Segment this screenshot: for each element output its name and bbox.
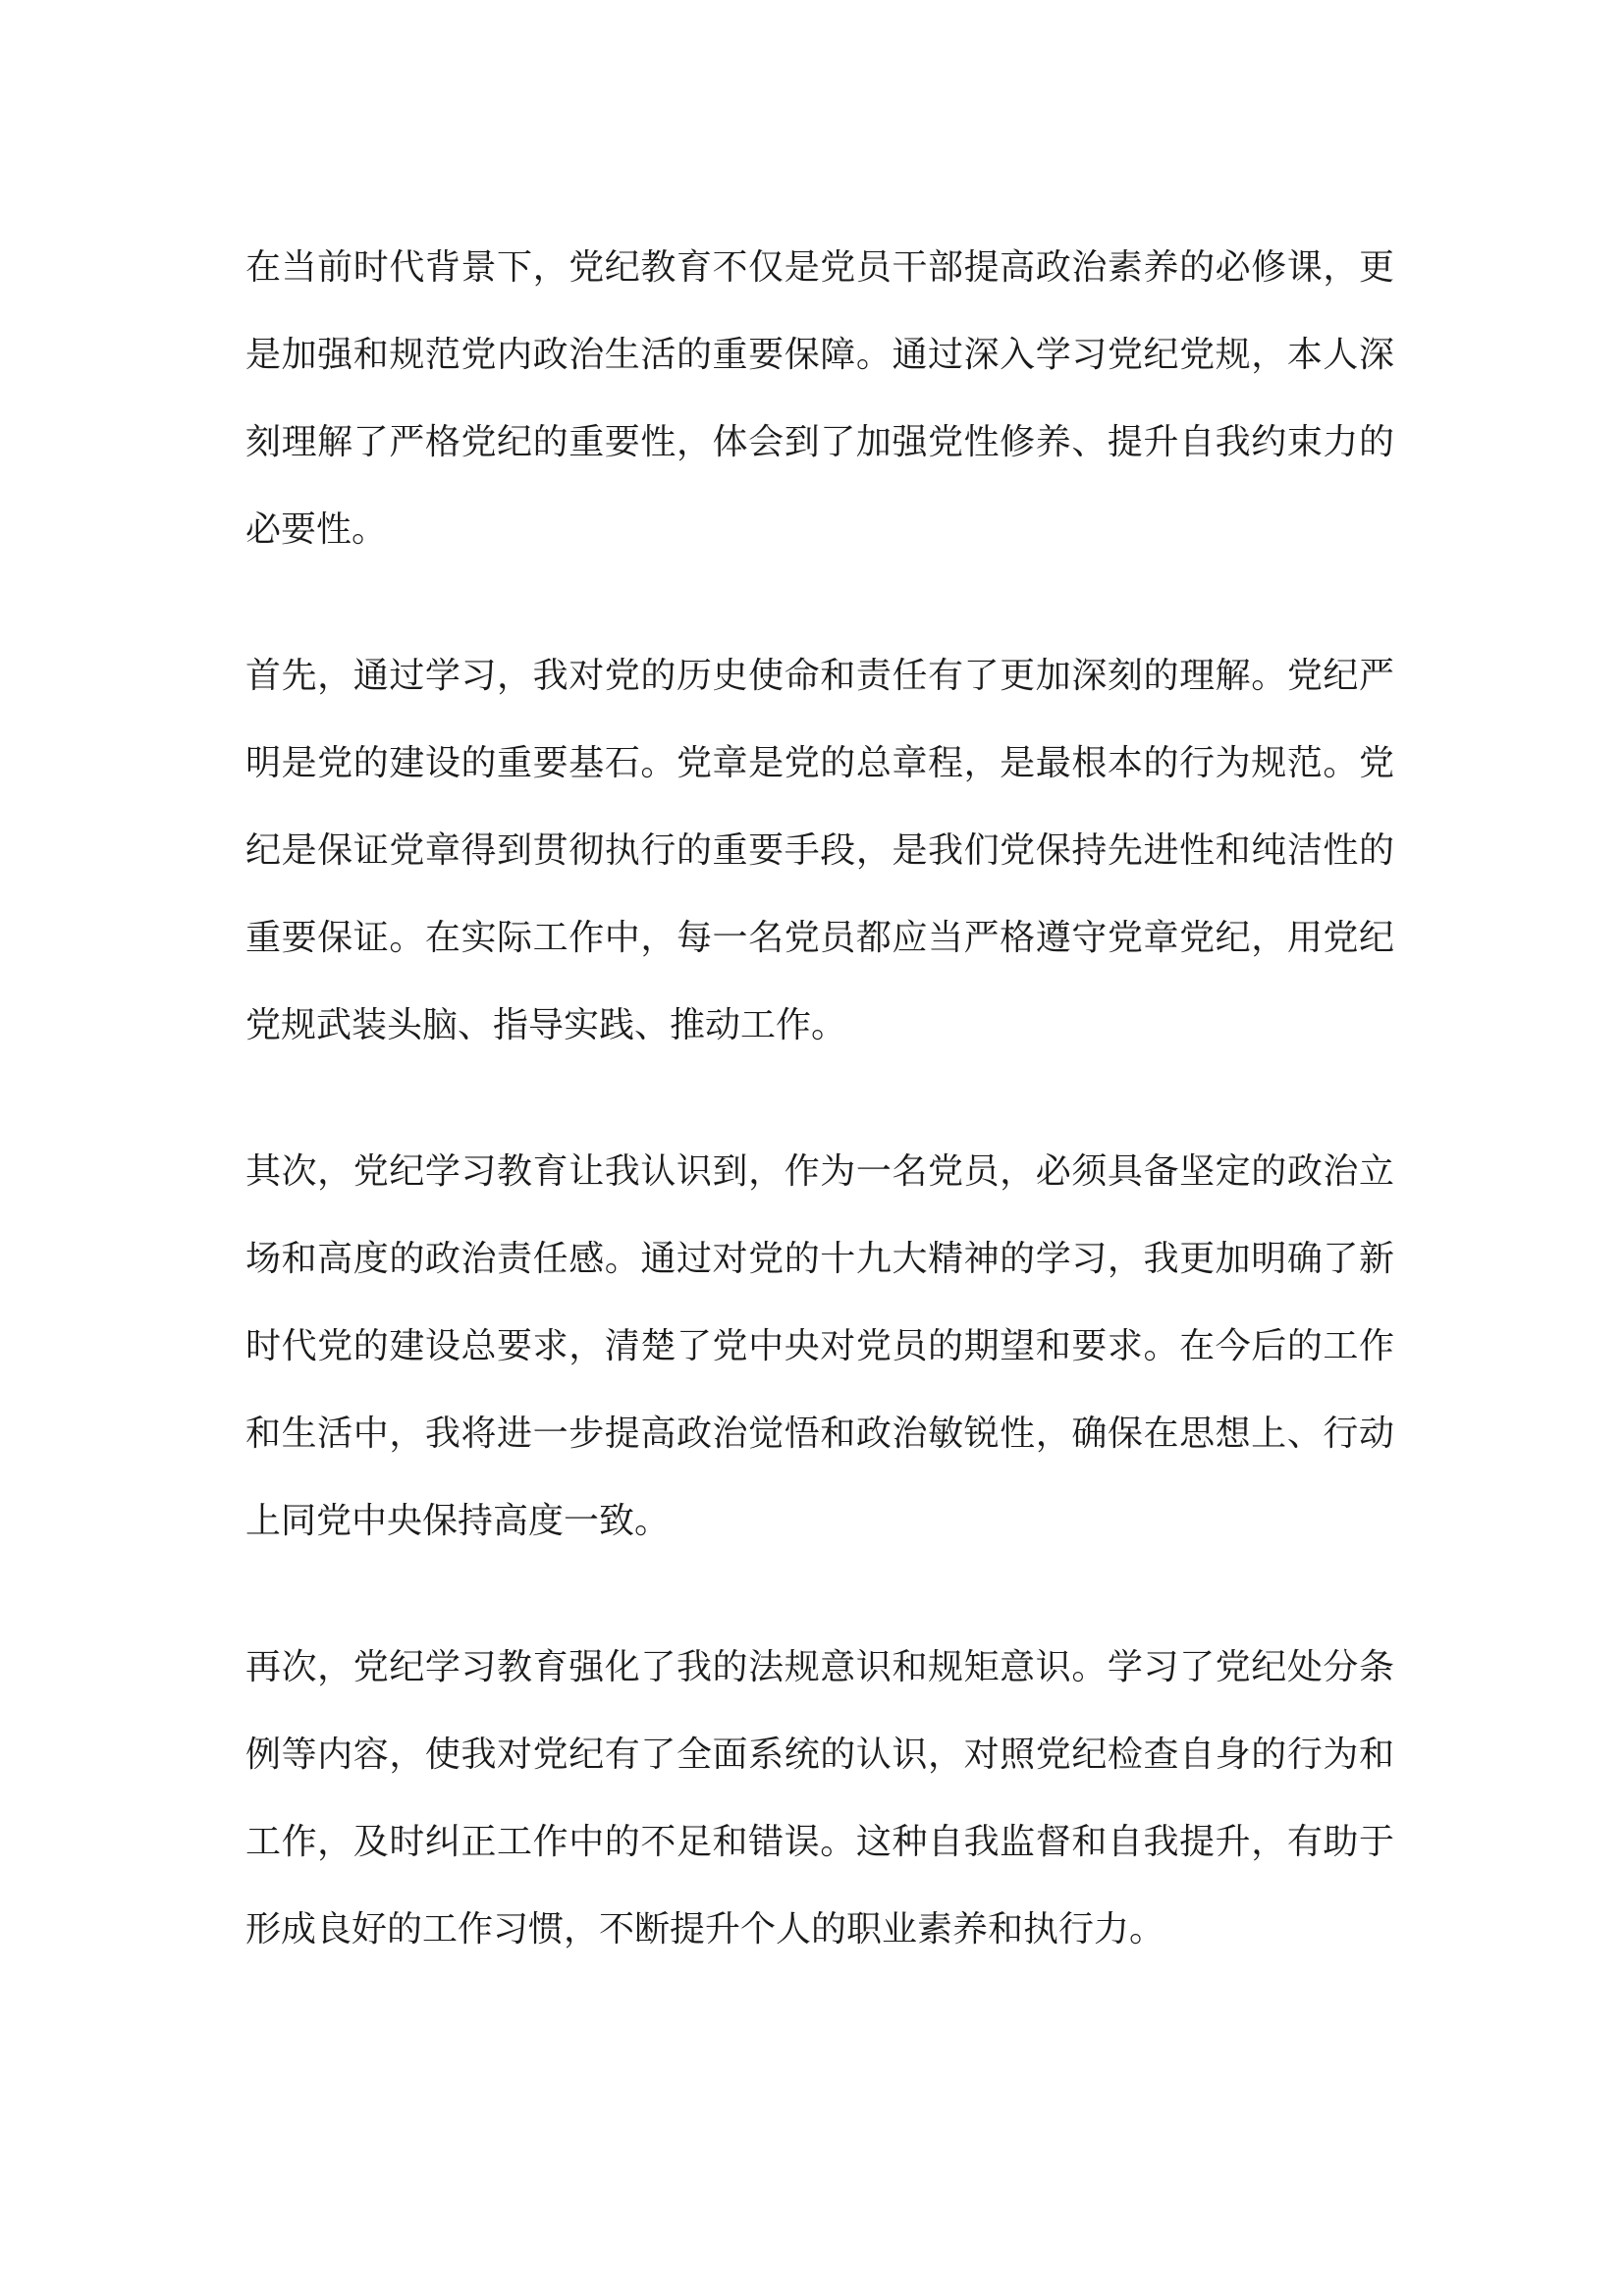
paragraph-line: 再次，党纪学习教育强化了我的法规意识和规矩意识。学习了党纪处分条 xyxy=(245,1647,1394,1687)
document-body xyxy=(245,224,1394,2032)
paragraph-1 xyxy=(245,224,1394,573)
paragraph-line: 工作，及时纠正工作中的不足和错误。这种自我监督和自我提升，有助于 xyxy=(245,1822,1394,1862)
paragraph-line: 场和高度的政治责任感。通过对党的十九大精神的学习，我更加明确了新 xyxy=(245,1239,1394,1279)
paragraph-line: 党规武装头脑、指导实践、推动工作。 xyxy=(245,1005,847,1045)
paragraph-line: 重要保证。在实际工作中，每一名党员都应当严格遵守党章党纪，用党纪 xyxy=(245,918,1394,958)
paragraph-line: 形成良好的工作习惯，不断提升个人的职业素养和执行力。 xyxy=(245,1909,1165,1949)
paragraph-line: 上同党中央保持高度一致。 xyxy=(245,1501,671,1541)
paragraph-2 xyxy=(245,632,1394,1069)
paragraph-line: 时代党的建设总要求，清楚了党中央对党员的期望和要求。在今后的工作 xyxy=(245,1326,1394,1366)
paragraph-3 xyxy=(245,1128,1394,1565)
paragraph-line: 首先，通过学习，我对党的历史使命和责任有了更加深刻的理解。党纪严 xyxy=(245,656,1394,696)
paragraph-line: 必要性。 xyxy=(245,509,388,550)
paragraph-line: 纪是保证党章得到贯彻执行的重要手段，是我们党保持先进性和纯洁性的 xyxy=(245,830,1394,871)
paragraph-4 xyxy=(245,1624,1394,1973)
paragraph-line: 在当前时代背景下，党纪教育不仅是党员干部提高政治素养的必修课，更 xyxy=(245,247,1394,288)
paragraph-line: 例等内容，使我对党纪有了全面系统的认识，对照党纪检查自身的行为和 xyxy=(245,1735,1394,1775)
paragraph-line: 其次，党纪学习教育让我认识到，作为一名党员，必须具备坚定的政治立 xyxy=(245,1151,1394,1192)
paragraph-line: 是加强和规范党内政治生活的重要保障。通过深入学习党纪党规，本人深 xyxy=(245,335,1394,375)
paragraph-line: 明是党的建设的重要基石。党章是党的总章程，是最根本的行为规范。党 xyxy=(245,743,1394,783)
paragraph-line: 和生活中，我将进一步提高政治觉悟和政治敏锐性，确保在思想上、行动 xyxy=(245,1414,1394,1454)
paragraph-line: 刻理解了严格党纪的重要性，体会到了加强党性修养、提升自我约束力的 xyxy=(245,422,1394,462)
